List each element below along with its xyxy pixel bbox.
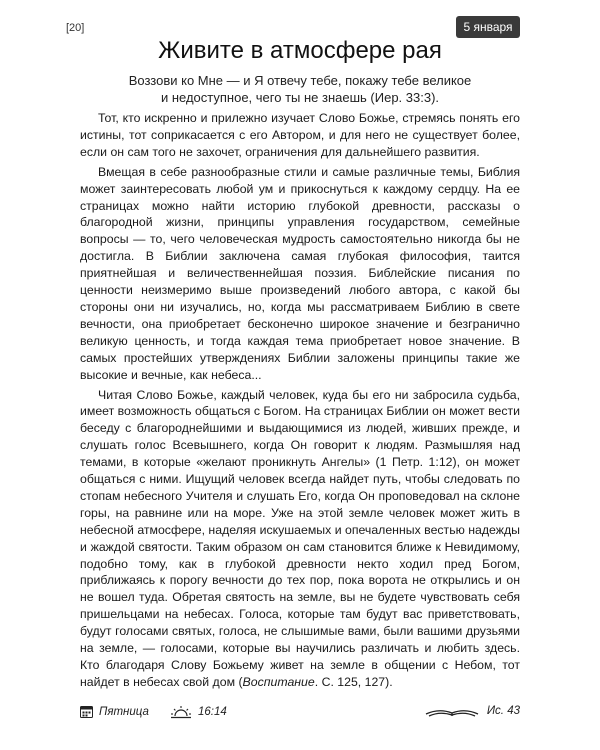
body-text bbox=[80, 110, 520, 694]
open-book-icon bbox=[425, 705, 479, 717]
paragraph: Вмещая в себе разнообразные стили и самые различные темы, Библия может заинтересовать любой ум и прикоснуться к каждому сердцу. На ее страницах можно найти историю глубокой древности, рассказы о благородной жизни, принципы управления государством, семейные вопросы — то, чего человеческая мудрость самостоятельно никогда бы не достигла. В Библии заключена самая глубокая философия, таится приятнейшая и величественнейшая поэзия. Библейские писания по ценности неизмеримо выше произведений любого автора, с какой бы стороны они ни изучались, но, когда мы рассматриваем Библию в свете вечности, она приобретает бесконечно широкое значение и безгранично великую ценность, и тогда каждая тема приобретает новое значение. В самых простейших утверждениях Библии заложены принципы такие же высокие и вечные, как небеса... bbox=[80, 164, 520, 382]
date-badge: 5 января bbox=[456, 16, 520, 38]
epigraph-line: Воззови ко Мне — и Я отвечу тебе, покажу тебе великое bbox=[128, 73, 472, 88]
paragraph-text: Читая Слово Божье, каждый человек, куда бы его ни забросила судьба, имеет возможность общаться с Богом. На страницах Библии он может вести беседу с благороднейшими и выдающимися из людей, живших прежде, и слушать голос Всевышнего, когда Он говорит к людям. Размышляя над темами, в которые «желают проникнуть Ангелы» (1 Петр. 1:12), он может общаться с ними. Ищущий человек всегда найдет путь, чтобы следовать по стопам небесного Учителя и слушать Его, когда Он проповедовал на склоне горы, на равнине или на море. Уже на этой земле человек может жить в небесной атмосфере, наделяя искушаемых и опечаленных вестью надежды и жаждой святости. Таким образом он сам становится ближе к Невидимому, подобно тому, как в глубокой древности некто ходил пред Богом, приближаясь к порогу вечности до тех пор, пока ворота не открылись и он не вошел туда. Обретая святость на земле, вы не будете чувствовать себя пришельцами на небесах. Голоса, которые там будут вас приветствовать, будут голосами святых, голоса, не слышимые вами, были вашими друзьями на земле, — голосами, которые вы научились различать и любить здесь. Кто благодаря Слову Божьему живет на земле в общении с Небом, тот найдет в небесах свой дом ( bbox=[80, 387, 520, 689]
source-ref: . С. 125, 127). bbox=[314, 674, 393, 689]
footer-sun-time bbox=[170, 705, 227, 719]
source-title: Воспитание bbox=[242, 674, 315, 689]
epigraph-line: и недоступное, чего ты не знаешь (Иер. 33:3). bbox=[160, 90, 440, 105]
paragraph: Тот, кто искренно и прилежно изучает Слово Божье, стремясь понять его истины, тот соприкасается с его Автором, и для него не существует более, если он сам того не захочет, ограничения для дальнейшего развития. bbox=[80, 111, 520, 159]
paragraph bbox=[80, 387, 520, 691]
footer bbox=[80, 703, 520, 723]
footer-reading bbox=[425, 705, 520, 717]
sun-time: 16:14 bbox=[198, 706, 227, 718]
reading-reference: Ис. 43 bbox=[486, 705, 520, 717]
calendar-icon bbox=[80, 705, 93, 718]
page-title: Живите в атмосфере рая bbox=[158, 37, 442, 64]
weekday-label: Пятница bbox=[99, 705, 149, 718]
epigraph bbox=[90, 72, 510, 106]
sunset-icon bbox=[170, 705, 192, 719]
page-number: [20] bbox=[66, 22, 85, 34]
footer-weekday bbox=[80, 705, 149, 718]
